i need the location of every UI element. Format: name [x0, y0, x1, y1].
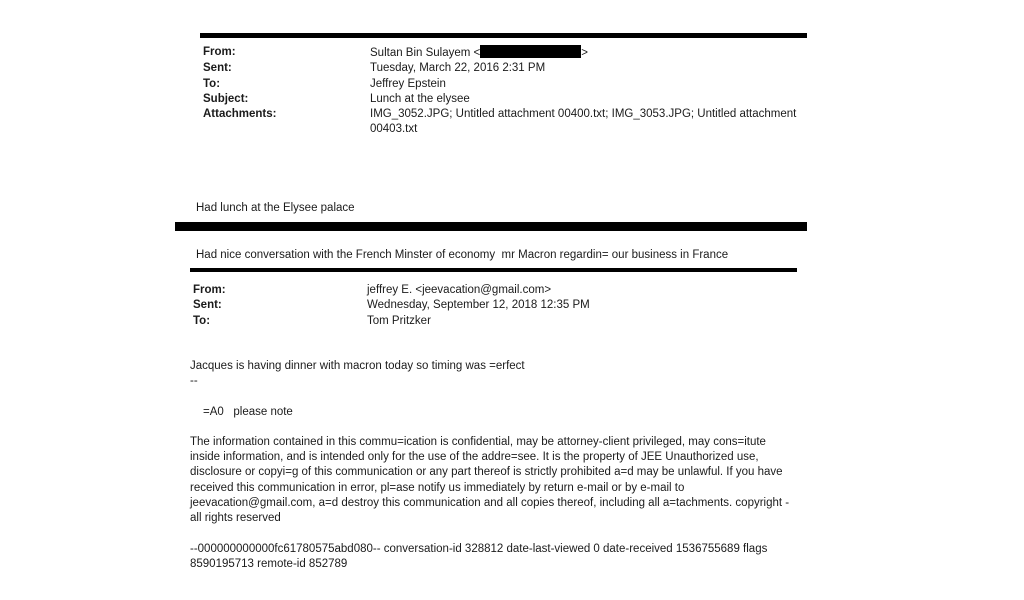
email1-to-label: To:: [203, 77, 221, 90]
email2-sent-label: Sent:: [193, 299, 222, 312]
separator-bar-email2-top: [190, 268, 797, 272]
email1-body: [196, 170, 728, 294]
email1-header: [203, 45, 810, 138]
email2-body-line2: --: [190, 375, 198, 388]
email1-body-line2: Had nice conversation with the French Minster of economy mr Macron regardin= our business in France: [196, 248, 729, 261]
email2-body-line1: Jacques is having dinner with macron today so timing was =erfect: [190, 360, 525, 372]
email2-sent-value: Wednesday, September 12, 2018 12:35 PM: [367, 299, 590, 312]
blank-line: [190, 527, 792, 542]
email1-sent-value: Tuesday, March 22, 2016 2:31 PM: [370, 62, 546, 75]
email1-attachments-label: Attachments:: [203, 108, 277, 121]
email1-body-line1: Had lunch at the Elysee palace: [196, 202, 355, 214]
email1-from-suffix: >: [581, 47, 588, 59]
email1-sent-label: Sent:: [203, 62, 232, 75]
separator-bar-email1-top: [200, 33, 807, 38]
email1-to-value: Jeffrey Epstein: [370, 77, 446, 90]
email2-body: [190, 359, 792, 572]
email2-header-row-sent: [193, 298, 590, 313]
email1-from-value: [370, 45, 588, 61]
email2-body-line3: =A0 please note: [203, 405, 293, 418]
email2-to-label: To:: [193, 314, 211, 327]
email1-header-row-sent: [203, 61, 810, 76]
email1-from-prefix: Sultan Bin Sulayem <: [370, 47, 481, 59]
email1-header-row-subject: [203, 92, 810, 107]
blank-line: [190, 420, 792, 435]
email2-from-label: From:: [193, 284, 226, 296]
email2-disclaimer: The information contained in this commu=ication is confidential, may be attorney-client privileged, may cons=itute inside information, and is intended only for the use of the addre=see. It is the property of JEE Unauthorized use, disclosure or copyi=g of this communication or any part thereof is strictly prohibited a=d may be unlawful. If you have received this communication in error, pl=ase notify us immediately by return e-mail or by e-mail to jeevacation@gmail.com, a=d destroy this communication and all copies thereof, including all a=tachments. copyright -all rights reserved: [190, 435, 790, 525]
email1-subject-value: Lunch at the elysee: [370, 92, 470, 105]
email2-mime-footer: --000000000000fc61780575abd080-- conversation-id 328812 date-last-viewed 0 date-received 1536755689 flags 8590195713 remote-id 852789: [190, 542, 771, 570]
email1-attachments-value: IMG_3052.JPG; Untitled attachment 00400.txt; IMG_3053.JPG; Untitled attachment 00403.txt: [370, 108, 800, 136]
email2-to-value: Tom Pritzker: [367, 314, 431, 327]
email1-header-row-attachments: [203, 107, 810, 138]
email2-header: [193, 283, 590, 329]
email1-from-label: From:: [203, 46, 236, 58]
separator-bar-page-break: [175, 222, 807, 231]
email1-header-row-from: [203, 45, 810, 61]
redaction-bar: [480, 45, 581, 58]
email2-from-value: jeffrey E. <jeevacation@gmail.com>: [367, 284, 552, 296]
email1-subject-label: Subject:: [203, 92, 249, 105]
blank-line: [190, 390, 792, 405]
email2-header-row-from: [193, 283, 590, 298]
email1-header-row-to: [203, 77, 810, 92]
email2-header-row-to: [193, 314, 590, 329]
